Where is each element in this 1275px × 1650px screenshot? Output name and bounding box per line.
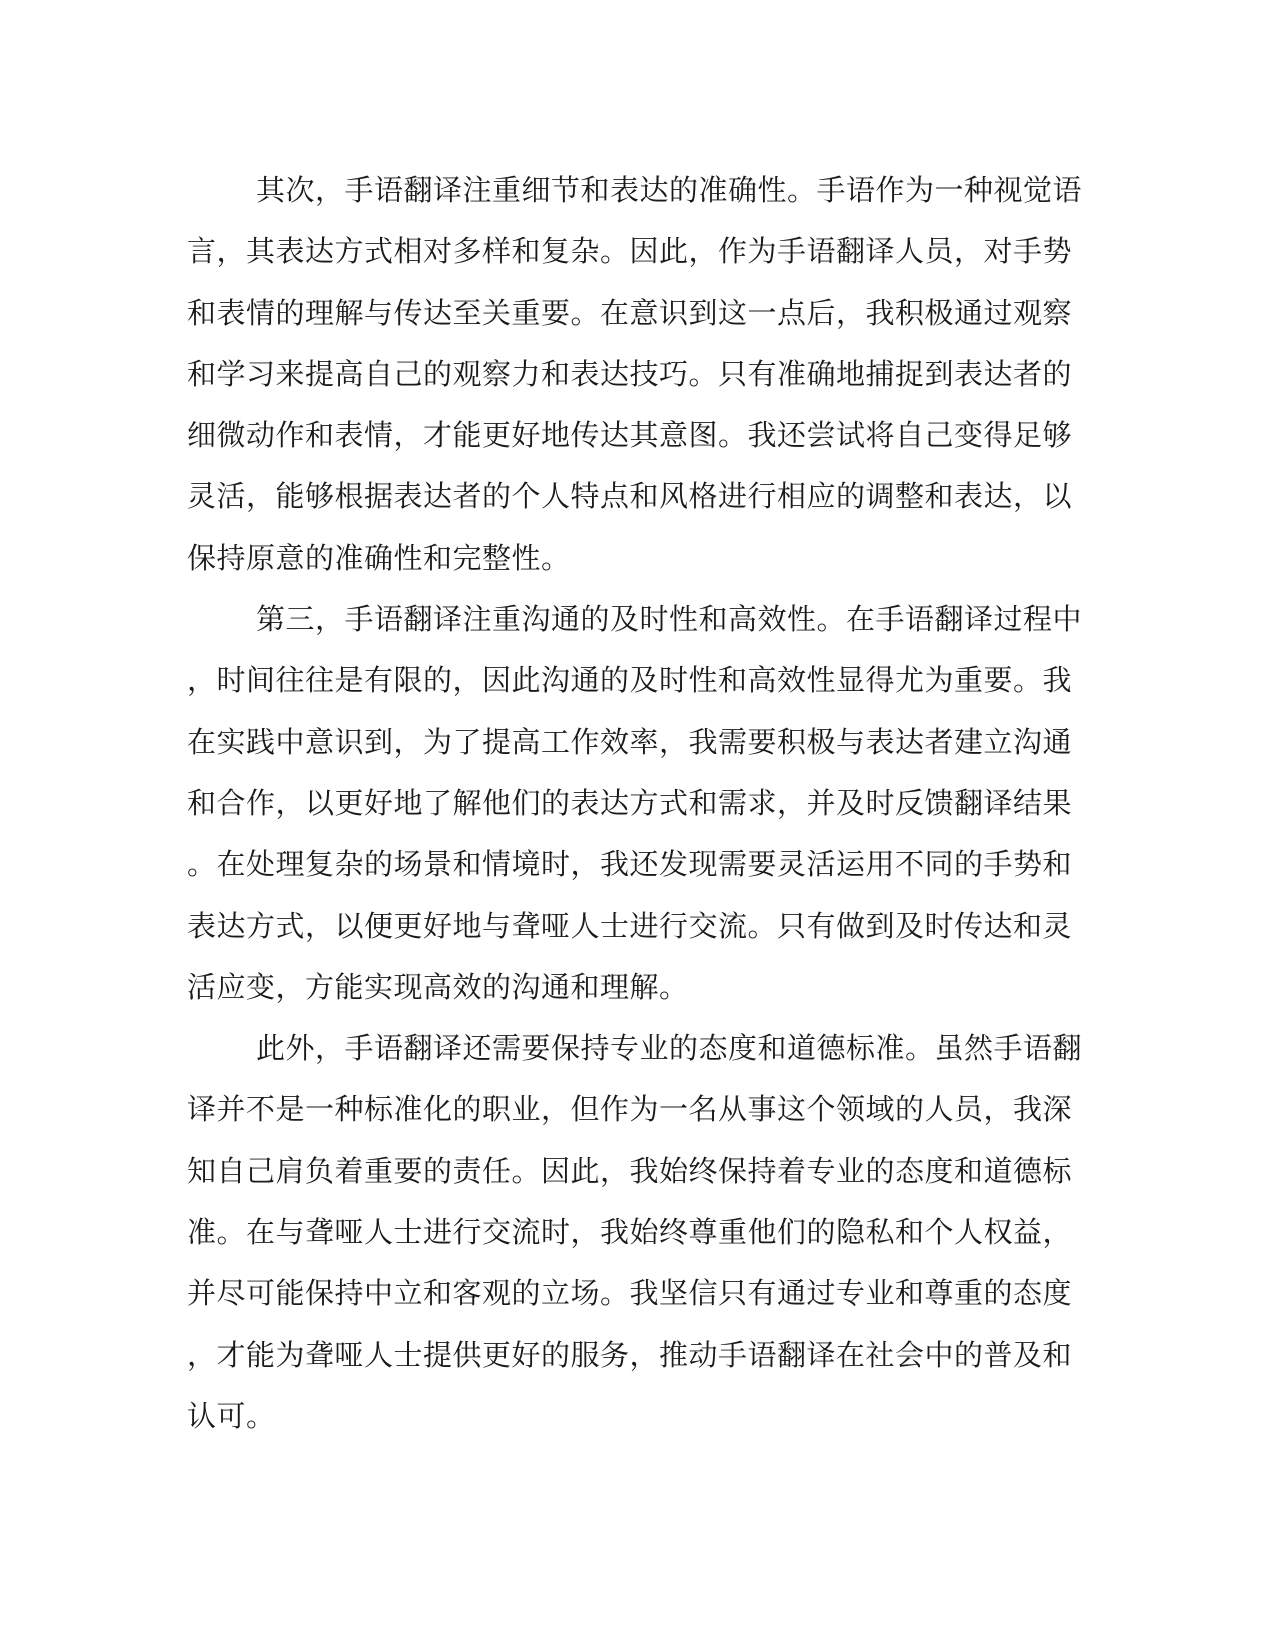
- text-line: 译并不是一种标准化的职业，但作为一名从事这个领域的人员，我深: [187, 1092, 1073, 1127]
- text-line: 此外，手语翻译还需要保持专业的态度和道德标准。虽然手语翻: [256, 1031, 1083, 1066]
- text-line: 言，其表达方式相对多样和复杂。因此，作为手语翻译人员，对手势: [187, 234, 1073, 269]
- paragraph-2: [187, 589, 1087, 1018]
- text-line: 活应变，方能实现高效的沟通和理解。: [187, 969, 689, 1004]
- text-line: 表达方式，以便更好地与聋哑人士进行交流。只有做到及时传达和灵: [187, 908, 1073, 943]
- text-line: ，时间往往是有限的，因此沟通的及时性和高效性显得尤为重要。我: [187, 663, 1073, 698]
- text-line: 知自己肩负着重要的责任。因此，我始终保持着专业的态度和道德标: [187, 1153, 1073, 1188]
- text-line: 灵活，能够根据表达者的个人特点和风格进行相应的调整和表达，以: [187, 479, 1073, 514]
- text-line: 第三，手语翻译注重沟通的及时性和高效性。在手语翻译过程中: [256, 602, 1083, 637]
- text-line: 和学习来提高自己的观察力和表达技巧。只有准确地捕捉到表达者的: [187, 356, 1073, 391]
- text-line: 在实践中意识到，为了提高工作效率，我需要积极与表达者建立沟通: [187, 724, 1073, 759]
- paragraph-1: [187, 160, 1087, 589]
- body-text: [187, 160, 1087, 1447]
- paragraph-3: [187, 1018, 1087, 1447]
- text-line: 和表情的理解与传达至关重要。在意识到这一点后，我积极通过观察: [187, 295, 1073, 330]
- text-line: 。在处理复杂的场景和情境时，我还发现需要灵活运用不同的手势和: [187, 847, 1073, 882]
- text-line: ，才能为聋哑人士提供更好的服务，推动手语翻译在社会中的普及和: [187, 1337, 1073, 1372]
- text-line: 认可。: [187, 1398, 276, 1433]
- text-line: 细微动作和表情，才能更好地传达其意图。我还尝试将自己变得足够: [187, 418, 1073, 453]
- text-line: 和合作，以更好地了解他们的表达方式和需求，并及时反馈翻译结果: [187, 785, 1073, 820]
- text-line: 并尽可能保持中立和客观的立场。我坚信只有通过专业和尊重的态度: [187, 1276, 1073, 1311]
- text-line: 准。在与聋哑人士进行交流时，我始终尊重他们的隐私和个人权益，: [187, 1215, 1073, 1250]
- text-line: 其次，手语翻译注重细节和表达的准确性。手语作为一种视觉语: [256, 173, 1083, 207]
- text-line: 保持原意的准确性和完整性。: [187, 540, 571, 575]
